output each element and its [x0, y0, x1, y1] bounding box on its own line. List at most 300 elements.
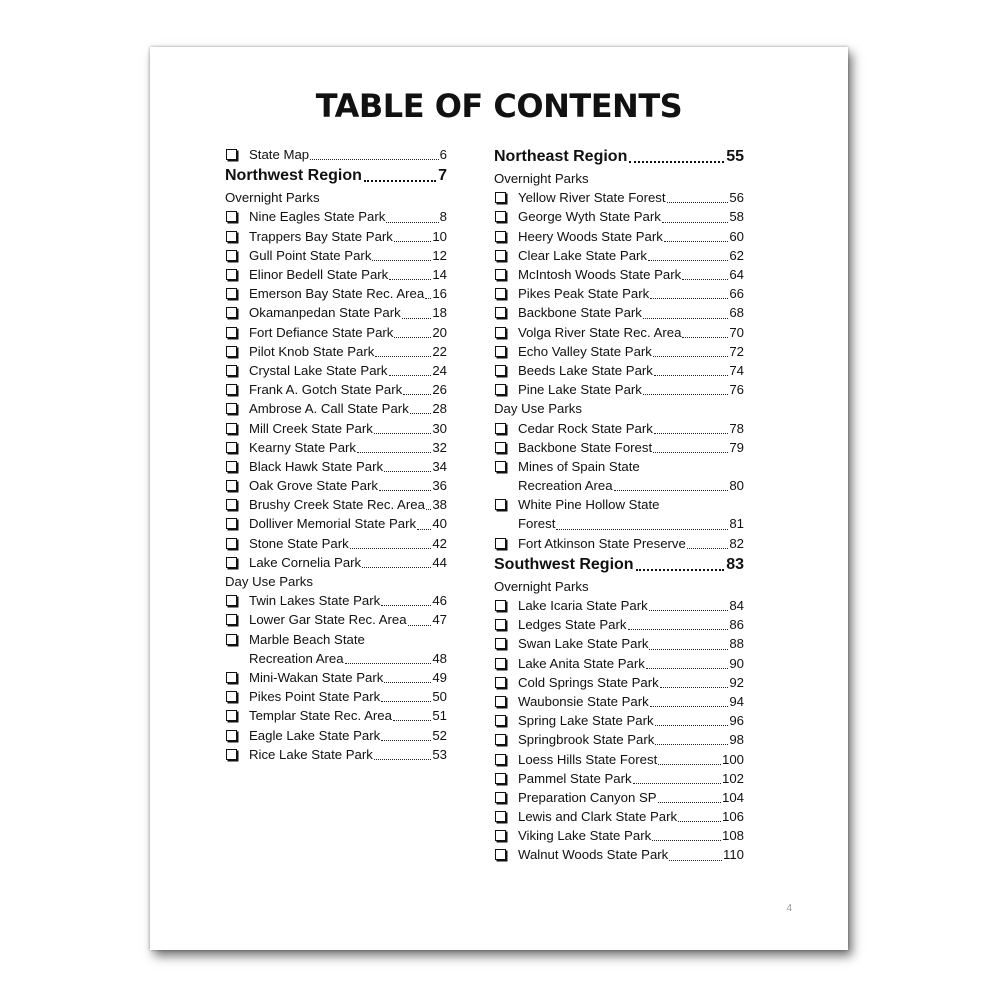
entry-page: 49 — [432, 669, 447, 685]
toc-entry — [225, 227, 447, 246]
entry-page: 48 — [432, 650, 447, 666]
toc-entry — [225, 495, 447, 514]
checkbox[interactable] — [495, 600, 506, 611]
entry-page: 94 — [729, 693, 744, 709]
dot-leader — [649, 610, 729, 611]
dot-leader — [362, 567, 431, 568]
entry-name: Kearny State Park — [249, 439, 357, 455]
entry-name: Frank A. Gotch State Park — [249, 382, 403, 398]
entry-name: Marble Beach State — [249, 631, 365, 647]
checkbox[interactable] — [226, 269, 237, 280]
entry-page: 86 — [729, 617, 744, 633]
page-number: 4 — [786, 903, 792, 914]
toc-entry — [494, 596, 744, 615]
checkbox[interactable] — [495, 619, 506, 630]
checkbox[interactable] — [226, 710, 237, 721]
checkbox[interactable] — [226, 595, 237, 606]
toc-entry — [494, 534, 744, 553]
dot-leader — [345, 663, 432, 664]
dot-leader — [425, 298, 431, 299]
entry-page: 79 — [729, 439, 744, 455]
entry-page: 58 — [729, 209, 744, 225]
region-name: Southwest Region — [494, 555, 634, 573]
toc-entry — [494, 323, 744, 342]
entry-name: Loess Hills State Forest — [518, 751, 658, 767]
toc-entry — [225, 361, 447, 380]
entry-page: 96 — [729, 713, 744, 729]
entry-page: 78 — [729, 420, 744, 436]
dot-leader — [658, 802, 721, 803]
section-subheading: Overnight Parks — [494, 171, 589, 186]
entry-page: 42 — [432, 535, 447, 551]
dot-leader — [629, 161, 724, 163]
region-page: 7 — [438, 167, 447, 185]
checkbox[interactable] — [495, 638, 506, 649]
checkbox[interactable] — [226, 518, 237, 529]
entry-name: Pikes Point State Park — [249, 689, 381, 705]
entry-name: Springbrook State Park — [518, 732, 655, 748]
entry-page: 81 — [729, 516, 744, 532]
toc-entry — [494, 634, 744, 653]
entry-name-continued: Recreation Area — [249, 650, 344, 666]
dot-leader — [384, 471, 431, 472]
dot-leader — [667, 202, 729, 203]
entry-name: Eagle Lake State Park — [249, 727, 381, 743]
entry-page: 88 — [729, 636, 744, 652]
checkbox[interactable] — [226, 149, 237, 160]
toc-entry — [494, 807, 744, 826]
checkbox[interactable] — [226, 365, 237, 376]
entry-page: 100 — [721, 751, 744, 767]
checkbox[interactable] — [495, 696, 506, 707]
checkbox[interactable] — [226, 423, 237, 434]
checkbox[interactable] — [495, 830, 506, 841]
checkbox[interactable] — [495, 734, 506, 745]
checkbox[interactable] — [226, 480, 237, 491]
toc-entry — [225, 323, 447, 342]
entry-name: Spring Lake State Park — [518, 713, 654, 729]
entry-page: 60 — [729, 228, 744, 244]
entry-name: George Wyth State Park — [518, 209, 661, 225]
toc-entry — [494, 303, 744, 322]
checkbox[interactable] — [226, 538, 237, 549]
dot-leader — [389, 279, 431, 280]
checkbox[interactable] — [226, 499, 237, 510]
toc-entry — [494, 673, 744, 692]
entry-name: Lewis and Clark State Park — [518, 809, 678, 825]
entry-page: 44 — [432, 554, 447, 570]
dot-leader — [653, 452, 728, 453]
entry-name: Twin Lakes State Park — [249, 593, 381, 609]
dot-leader — [687, 548, 728, 549]
entry-page: 106 — [721, 809, 744, 825]
dot-leader — [393, 720, 431, 721]
entry-page: 50 — [432, 689, 447, 705]
toc-entry — [225, 265, 447, 284]
entry-name: Emerson Bay State Rec. Area — [249, 286, 425, 302]
entry-page: 38 — [432, 497, 447, 513]
entry-name: Pilot Knob State Park — [249, 343, 375, 359]
dot-leader — [643, 394, 728, 395]
toc-entry — [494, 692, 744, 711]
entry-name: Walnut Woods State Park — [518, 847, 669, 863]
checkbox[interactable] — [226, 211, 237, 222]
entry-page: 92 — [729, 674, 744, 690]
entry-name: Templar State Rec. Area — [249, 708, 392, 724]
checkbox[interactable] — [495, 384, 506, 395]
entry-name: Black Hawk State Park — [249, 458, 384, 474]
entry-page: 20 — [432, 324, 447, 340]
dot-leader — [386, 222, 438, 223]
checkbox[interactable] — [495, 327, 506, 338]
entry-name: Pine Lake State Park — [518, 382, 642, 398]
toc-entry — [225, 207, 447, 226]
region-name: Northeast Region — [494, 148, 628, 165]
entry-page: 12 — [432, 247, 447, 263]
checkbox[interactable] — [495, 250, 506, 261]
toc-entry — [225, 687, 447, 706]
checkbox[interactable] — [495, 307, 506, 318]
entry-page: 16 — [432, 286, 447, 302]
toc-entry — [494, 826, 744, 845]
entry-name: Lake Cornelia Park — [249, 554, 362, 570]
entry-page: 46 — [432, 593, 447, 609]
checkbox[interactable] — [495, 811, 506, 822]
dot-leader — [649, 649, 728, 650]
entry-page: 52 — [432, 727, 447, 743]
entry-name: Pammel State Park — [518, 770, 632, 786]
entry-name: Swan Lake State Park — [518, 636, 649, 652]
entry-name-continued: Recreation Area — [518, 478, 613, 494]
entry-name: Elinor Bedell State Park — [249, 267, 389, 283]
dot-leader — [402, 318, 432, 319]
toc-entry — [494, 438, 744, 457]
checkbox[interactable] — [495, 211, 506, 222]
entry-page: 62 — [729, 247, 744, 263]
checkbox[interactable] — [226, 288, 237, 299]
dot-leader — [556, 529, 728, 530]
checkbox[interactable] — [226, 634, 237, 645]
dot-leader — [682, 337, 728, 338]
toc-entry — [225, 457, 447, 476]
region-heading — [225, 164, 447, 188]
dot-leader — [403, 394, 431, 395]
entry-page: 10 — [432, 228, 447, 244]
entry-page: 90 — [729, 655, 744, 671]
entry-name: Mini-Wakan State Park — [249, 669, 384, 685]
toc-entry — [225, 610, 447, 629]
entry-page: 56 — [729, 190, 744, 206]
section-subheading: Day Use Parks — [225, 573, 313, 589]
toc-entry — [494, 769, 744, 788]
entry-name: Lake Anita State Park — [518, 655, 645, 671]
dot-leader — [678, 821, 721, 822]
toc-entry — [494, 361, 744, 380]
dot-leader — [372, 260, 431, 261]
checkbox[interactable] — [226, 346, 237, 357]
dot-leader — [628, 629, 729, 630]
dot-leader — [350, 548, 432, 549]
entry-name: Fort Atkinson State Preserve — [518, 535, 686, 551]
entry-name: Preparation Canyon SP — [518, 789, 657, 805]
checkbox[interactable] — [226, 614, 237, 625]
entry-name: Brushy Creek State Rec. Area — [249, 497, 425, 513]
document-page — [150, 47, 848, 950]
dot-leader — [669, 860, 722, 861]
entry-name: Backbone State Forest — [518, 439, 653, 455]
entry-name: Beeds Lake State Park — [518, 362, 653, 378]
checkbox[interactable] — [495, 499, 506, 510]
dot-leader — [658, 764, 721, 765]
checkbox[interactable] — [226, 672, 237, 683]
entry-page: 14 — [432, 267, 447, 283]
toc-entry-continued — [225, 649, 447, 668]
dot-leader — [394, 337, 431, 338]
entry-name: Heery Woods State Park — [518, 228, 663, 244]
toc-entry — [225, 145, 447, 164]
checkbox[interactable] — [495, 365, 506, 376]
dot-leader — [660, 687, 729, 688]
checkbox[interactable] — [495, 461, 506, 472]
dot-leader — [682, 279, 728, 280]
entry-name: Volga River State Rec. Area — [518, 324, 682, 340]
checkbox[interactable] — [226, 691, 237, 702]
dot-leader — [375, 356, 431, 357]
entry-page: 6 — [439, 147, 447, 163]
dot-leader — [426, 509, 431, 510]
dot-leader — [408, 625, 432, 626]
toc-entry — [225, 591, 447, 610]
dot-leader — [614, 490, 729, 491]
entry-page: 47 — [432, 612, 447, 628]
dot-leader — [633, 783, 721, 784]
dot-leader — [646, 668, 729, 669]
checkbox[interactable] — [495, 792, 506, 803]
entry-name: Trappers Bay State Park — [249, 228, 393, 244]
toc-entry — [225, 668, 447, 687]
toc-entry — [225, 514, 447, 533]
region-name: Northwest Region — [225, 167, 362, 185]
toc-entry — [225, 534, 447, 553]
section-subheading: Overnight Parks — [225, 190, 320, 206]
entry-name: Rice Lake State Park — [249, 746, 373, 762]
checkbox[interactable] — [495, 849, 506, 860]
toc-entry — [494, 457, 744, 476]
checkbox[interactable] — [495, 288, 506, 299]
toc-entry — [494, 730, 744, 749]
toc-left-column — [225, 145, 447, 764]
dot-leader — [662, 222, 729, 223]
entry-name: Viking Lake State Park — [518, 828, 652, 844]
dot-leader — [654, 433, 728, 434]
checkbox[interactable] — [495, 754, 506, 765]
checkbox[interactable] — [495, 192, 506, 203]
checkbox[interactable] — [226, 557, 237, 568]
entry-name: Mines of Spain State — [518, 458, 640, 474]
entry-page: 80 — [729, 478, 744, 494]
toc-entry — [494, 615, 744, 634]
entry-page: 8 — [439, 209, 447, 225]
entry-name: Lake Icaria State Park — [518, 598, 648, 614]
entry-name: White Pine Hollow State — [518, 497, 660, 513]
toc-entry — [494, 342, 744, 361]
dot-leader — [357, 452, 431, 453]
checkbox[interactable] — [226, 250, 237, 261]
checkbox[interactable] — [495, 715, 506, 726]
entry-page: 53 — [432, 746, 447, 762]
toc-entry — [494, 495, 744, 514]
entry-name: Backbone State Park — [518, 305, 642, 321]
dot-leader — [664, 241, 728, 242]
entry-page: 34 — [432, 458, 447, 474]
checkbox[interactable] — [226, 461, 237, 472]
entry-page: 102 — [721, 770, 744, 786]
entry-page: 66 — [729, 286, 744, 302]
entry-name: Ambrose A. Call State Park — [249, 401, 409, 417]
toc-entry — [494, 418, 744, 437]
checkbox[interactable] — [226, 442, 237, 453]
dot-leader — [381, 701, 431, 702]
dot-leader — [374, 433, 431, 434]
entry-page: 82 — [729, 535, 744, 551]
entry-page: 22 — [432, 343, 447, 359]
entry-name: Cold Springs State Park — [518, 674, 659, 690]
toc-entry-continued — [494, 514, 744, 533]
toc-entry — [494, 246, 744, 265]
entry-name: Lower Gar State Rec. Area — [249, 612, 407, 628]
dot-leader — [379, 490, 431, 491]
dot-leader — [389, 375, 432, 376]
toc-entry — [494, 188, 744, 207]
entry-page: 26 — [432, 382, 447, 398]
entry-name: Waubonsie State Park — [518, 693, 649, 709]
entry-page: 30 — [432, 420, 447, 436]
entry-page: 84 — [729, 598, 744, 614]
toc-entry — [225, 706, 447, 725]
toc-entry — [225, 399, 447, 418]
entry-name: Yellow River State Forest — [518, 190, 666, 206]
checkbox[interactable] — [226, 749, 237, 760]
toc-entry — [225, 476, 447, 495]
toc-entry — [225, 630, 447, 649]
dot-leader — [364, 180, 436, 182]
region-page: 55 — [726, 148, 744, 165]
entry-page: 70 — [729, 324, 744, 340]
dot-leader — [648, 260, 728, 261]
entry-page: 74 — [729, 362, 744, 378]
entry-name: Gull Point State Park — [249, 247, 372, 263]
dot-leader — [636, 569, 725, 571]
entry-name: Stone State Park — [249, 535, 349, 551]
entry-page: 40 — [432, 516, 447, 532]
entry-page: 18 — [432, 305, 447, 321]
entry-name: Dolliver Memorial State Park — [249, 516, 417, 532]
entry-page: 24 — [432, 362, 447, 378]
toc-entry — [225, 246, 447, 265]
dot-leader — [384, 682, 431, 683]
checkbox[interactable] — [495, 538, 506, 549]
page-title: TABLE OF CONTENTS — [315, 87, 683, 125]
dot-leader — [654, 375, 728, 376]
section-subheading: Overnight Parks — [494, 578, 589, 594]
toc-entry — [494, 749, 744, 768]
entry-name: Nine Eagles State Park — [249, 209, 386, 225]
dot-leader — [650, 298, 728, 299]
entry-page: 68 — [729, 305, 744, 321]
entry-page: 110 — [722, 847, 744, 863]
checkbox[interactable] — [226, 231, 237, 242]
toc-entry — [225, 553, 447, 572]
toc-entry — [494, 227, 744, 246]
toc-entry — [494, 711, 744, 730]
toc-entry — [225, 303, 447, 322]
entry-name: Clear Lake State Park — [518, 247, 648, 263]
checkbox[interactable] — [495, 231, 506, 242]
checkbox[interactable] — [226, 403, 237, 414]
dot-leader — [652, 840, 721, 841]
dot-leader — [381, 605, 431, 606]
entry-page: 108 — [721, 828, 744, 844]
toc-entry — [494, 207, 744, 226]
checkbox[interactable] — [495, 677, 506, 688]
toc-entry — [494, 380, 744, 399]
toc-entry — [225, 342, 447, 361]
toc-entry — [225, 380, 447, 399]
entry-name: Crystal Lake State Park — [249, 362, 388, 378]
entry-name: Okamanpedan State Park — [249, 305, 401, 321]
region-heading — [494, 553, 744, 577]
checkbox[interactable] — [226, 307, 237, 318]
toc-entry-continued — [494, 476, 744, 495]
dot-leader — [381, 740, 431, 741]
section-subheading: Day Use Parks — [494, 401, 582, 417]
dot-leader — [410, 413, 432, 414]
toc-entry — [494, 788, 744, 807]
dot-leader — [650, 706, 729, 707]
toc-entry — [494, 845, 744, 864]
toc-entry — [494, 265, 744, 284]
checkbox[interactable] — [495, 423, 506, 434]
checkbox[interactable] — [495, 269, 506, 280]
checkbox[interactable] — [495, 773, 506, 784]
dot-leader — [655, 725, 729, 726]
checkbox[interactable] — [226, 384, 237, 395]
checkbox[interactable] — [495, 442, 506, 453]
dot-leader — [643, 318, 728, 319]
entry-page: 28 — [432, 401, 447, 417]
entry-name: Cedar Rock State Park — [518, 420, 653, 436]
entry-name: Ledges State Park — [518, 617, 627, 633]
toc-entry — [494, 654, 744, 673]
toc-entry — [225, 284, 447, 303]
entry-name-continued: Forest — [518, 516, 556, 532]
dot-leader — [310, 159, 439, 160]
checkbox[interactable] — [495, 346, 506, 357]
entry-page: 104 — [721, 789, 744, 805]
entry-name: Mill Creek State Park — [249, 420, 373, 436]
toc-entry — [494, 284, 744, 303]
toc-right-column — [494, 145, 744, 865]
dot-leader — [374, 759, 431, 760]
toc-entry — [225, 418, 447, 437]
region-page: 83 — [726, 555, 744, 573]
checkbox[interactable] — [226, 730, 237, 741]
entry-page: 51 — [432, 708, 447, 724]
toc-entry — [225, 438, 447, 457]
dot-leader — [417, 529, 431, 530]
checkbox[interactable] — [226, 327, 237, 338]
checkbox[interactable] — [495, 658, 506, 669]
